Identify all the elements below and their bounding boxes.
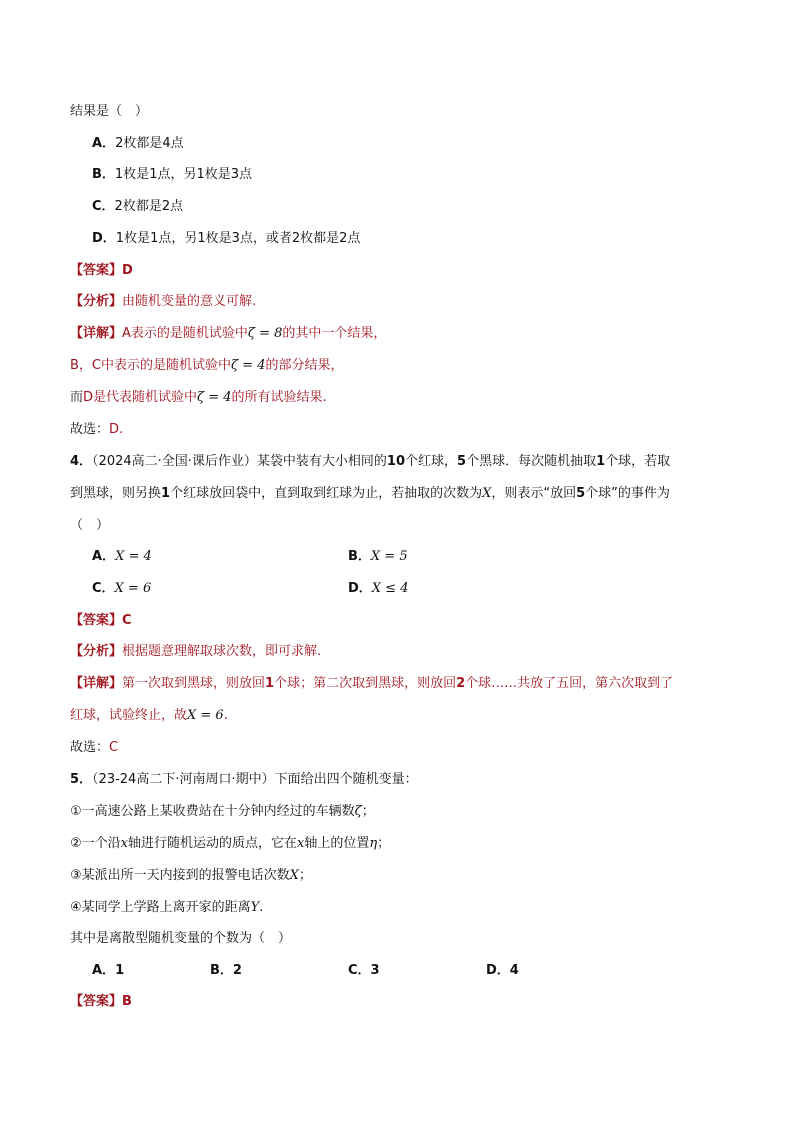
q3-detail-line-3: 而D是代表随机试验中ζ = 4的所有试验结果. bbox=[70, 390, 327, 405]
q4-stem-line-3: （ ） bbox=[70, 518, 110, 533]
q3-option-d: D．1枚是1点，另1枚是3点，或者2枚都是2点 bbox=[92, 231, 361, 246]
q5-item-2: ②一个沿x轴进行随机运动的质点，它在x轴上的位置η； bbox=[70, 836, 391, 851]
q3-option-a: A．2枚都是4点 bbox=[92, 136, 184, 151]
q5-option-c: C．3 bbox=[348, 963, 380, 978]
q3-detail-line-2: B，C中表示的是随机试验中ζ = 4的部分结果， bbox=[70, 358, 344, 373]
q4-option-d: D．X ≤ 4 bbox=[348, 581, 409, 596]
q5-option-b: B．2 bbox=[210, 963, 242, 978]
q4-option-b: B．X = 5 bbox=[348, 549, 408, 564]
q5-stem: 5．（23-24高二下·河南周口·期中）下面给出四个随机变量： bbox=[70, 772, 418, 787]
q3-option-c: C．2枚都是2点 bbox=[92, 199, 184, 214]
q4-stem-line-2: 到黑球，则另换1个红球放回袋中，直到取到红球为止，若抽取的次数为X，则表示“放回5个球”的事件为 bbox=[70, 486, 670, 501]
q4-detail-line-1: 【详解】第一次取到黑球，则放回1个球；第二次取到黑球，则放回2个球……共放了五回，第六次取到了 bbox=[70, 676, 674, 691]
q4-option-a: A．X = 4 bbox=[92, 549, 152, 564]
q3-stem-tail: 结果是（ ） bbox=[70, 104, 149, 119]
q3-detail-line-1: 【详解】A表示的是随机试验中ζ = 8的其中一个结果， bbox=[70, 326, 387, 341]
q3-choice: 故选：D. bbox=[70, 422, 124, 437]
q5-question: 其中是离散型随机变量的个数为（ ） bbox=[70, 931, 292, 946]
q3-analysis: 【分析】由随机变量的意义可解. bbox=[70, 294, 257, 309]
q5-item-1: ①一高速公路上某收费站在十分钟内经过的车辆数ζ； bbox=[70, 804, 375, 819]
q5-item-4: ④某同学上学路上离开家的距离Y. bbox=[70, 900, 264, 915]
q5-answer: 【答案】B bbox=[70, 994, 132, 1009]
q3-answer: 【答案】D bbox=[70, 263, 133, 278]
q4-analysis: 【分析】根据题意理解取球次数，即可求解. bbox=[70, 644, 322, 659]
q4-option-c: C．X = 6 bbox=[92, 581, 152, 596]
q4-stem-line-1: 4．（2024高二·全国·课后作业）某袋中装有大小相同的10个红球，5个黑球．每次随机抽取1个球，若取 bbox=[70, 454, 671, 469]
q4-answer: 【答案】C bbox=[70, 613, 132, 628]
q3-option-b: B．1枚是1点，另1枚是3点 bbox=[92, 167, 253, 182]
q5-option-d: D．4 bbox=[486, 963, 519, 978]
q5-item-3: ③某派出所一天内接到的报警电话次数X； bbox=[70, 868, 312, 883]
q4-detail-line-2: 红球，试验终止，故X = 6. bbox=[70, 708, 228, 723]
q5-option-a: A．1 bbox=[92, 963, 125, 978]
q4-choice: 故选：C bbox=[70, 740, 119, 755]
